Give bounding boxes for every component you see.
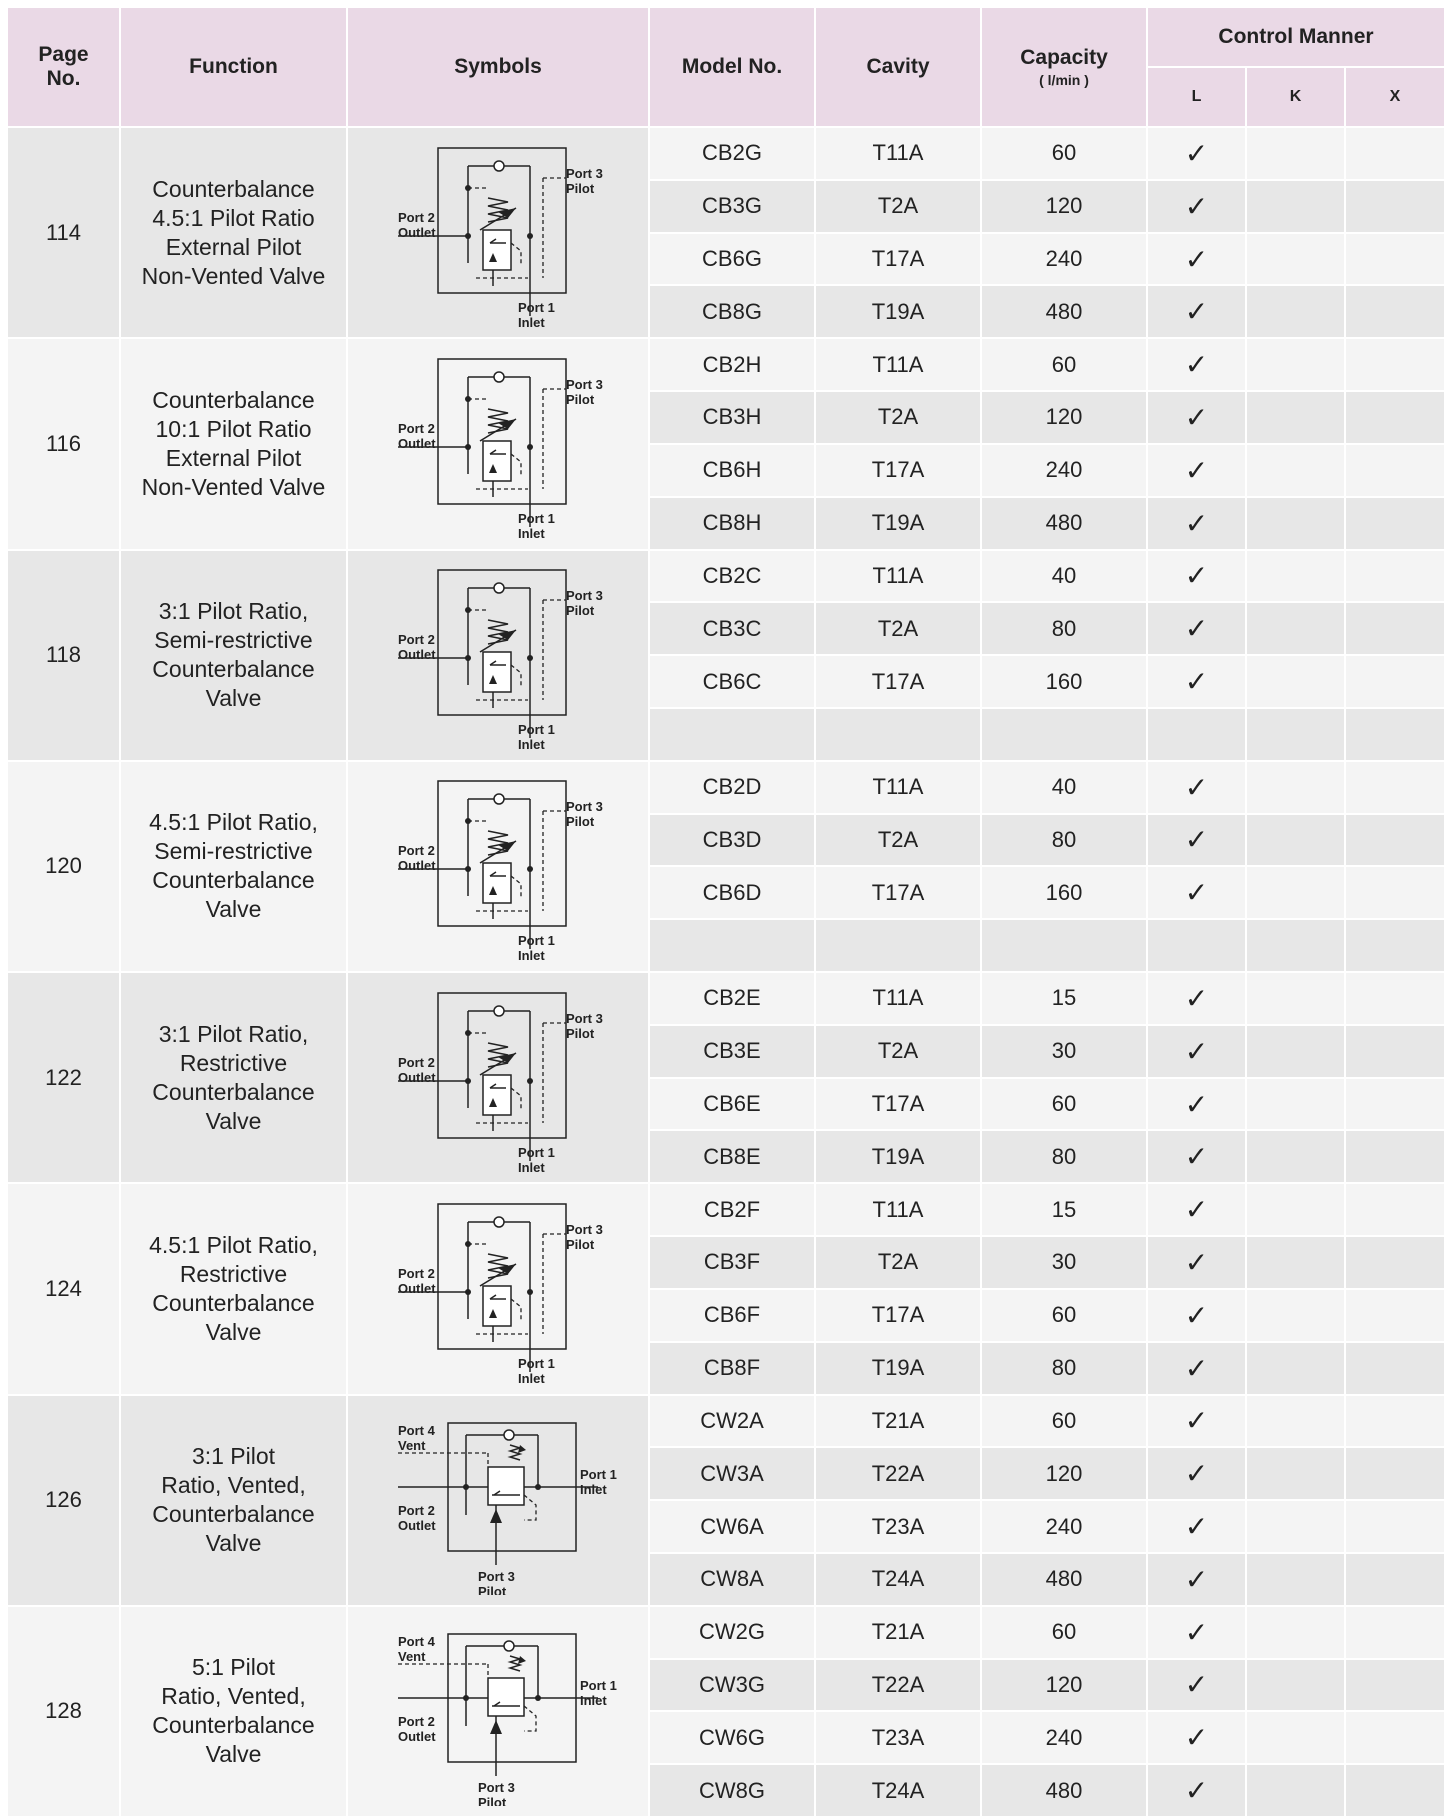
control-x-cell — [1345, 391, 1445, 444]
header-capacity-unit: ( l/min ) — [1039, 72, 1089, 88]
cavity-cell: T11A — [815, 1183, 981, 1236]
control-k-cell — [1246, 1447, 1345, 1500]
cavity-cell: T11A — [815, 550, 981, 603]
port-label: Port 2 Outlet — [398, 632, 436, 663]
port-label: Port 1 Inlet — [518, 1144, 555, 1173]
cavity-cell: T2A — [815, 1236, 981, 1289]
control-x-cell — [1345, 1025, 1445, 1078]
port-label: Port 2 Outlet — [398, 1714, 436, 1745]
control-l-cell — [1147, 708, 1246, 761]
table-row — [7, 1183, 1445, 1236]
control-k-cell — [1246, 814, 1345, 867]
capacity-cell: 120 — [981, 1447, 1147, 1500]
port-label: Port 2 Outlet — [398, 1265, 436, 1296]
control-l-cell: ✓ — [1147, 497, 1246, 550]
control-k-cell — [1246, 550, 1345, 603]
model-no-cell: CB3E — [649, 1025, 815, 1078]
control-x-cell — [1345, 814, 1445, 867]
control-k-cell — [1246, 1711, 1345, 1764]
symbol-cell — [347, 972, 649, 1183]
function-cell: Counterbalance 10:1 Pilot Ratio External Pilot Non-Vented Valve — [120, 338, 347, 549]
port-label: Port 3 Pilot — [566, 376, 603, 407]
cavity-cell: T19A — [815, 1342, 981, 1395]
model-no-cell: CB6E — [649, 1078, 815, 1131]
control-x-cell — [1345, 127, 1445, 180]
cavity-cell: T22A — [815, 1447, 981, 1500]
control-l-cell: ✓ — [1147, 233, 1246, 286]
port-label: Port 3 Pilot — [478, 1569, 515, 1596]
model-no-cell: CB2F — [649, 1183, 815, 1236]
control-l-cell: ✓ — [1147, 1447, 1246, 1500]
cavity-cell: T24A — [815, 1764, 981, 1817]
cavity-cell: T11A — [815, 972, 981, 1025]
port-label: Port 3 Pilot — [566, 165, 603, 196]
symbol-cell — [347, 761, 649, 972]
control-k-cell — [1246, 1183, 1345, 1236]
control-k-cell — [1246, 866, 1345, 919]
model-no-cell: CB2C — [649, 550, 815, 603]
function-cell: 5:1 Pilot Ratio, Vented, Counterbalance Valve — [120, 1606, 347, 1817]
control-x-cell — [1345, 1342, 1445, 1395]
symbol-cell — [347, 550, 649, 761]
cavity-cell: T21A — [815, 1395, 981, 1448]
capacity-cell: 120 — [981, 391, 1147, 444]
control-k-cell — [1246, 1289, 1345, 1342]
control-k-cell — [1246, 1342, 1345, 1395]
control-l-cell: ✓ — [1147, 761, 1246, 814]
capacity-cell: 480 — [981, 1553, 1147, 1606]
control-l-cell: ✓ — [1147, 1342, 1246, 1395]
cavity-cell: T2A — [815, 814, 981, 867]
control-l-cell: ✓ — [1147, 1130, 1246, 1183]
control-x-cell — [1345, 972, 1445, 1025]
control-l-cell: ✓ — [1147, 602, 1246, 655]
model-no-cell: CW8G — [649, 1764, 815, 1817]
page-number-cell: 128 — [7, 1606, 120, 1817]
control-x-cell — [1345, 1078, 1445, 1131]
port-label: Port 1 Inlet — [518, 933, 555, 962]
cavity-cell: T19A — [815, 285, 981, 338]
counterbalance-valve-symbol-icon — [368, 983, 628, 1173]
model-no-cell: CB3G — [649, 180, 815, 233]
port-label: Port 4 Vent — [398, 1634, 435, 1665]
control-k-cell — [1246, 444, 1345, 497]
counterbalance-valve-symbol-icon — [368, 349, 628, 539]
cavity-cell: T17A — [815, 233, 981, 286]
control-l-cell: ✓ — [1147, 1395, 1246, 1448]
cavity-cell: T11A — [815, 127, 981, 180]
table-row — [7, 127, 1445, 180]
control-x-cell — [1345, 1289, 1445, 1342]
control-k-cell — [1246, 1764, 1345, 1817]
control-k-cell — [1246, 1395, 1345, 1448]
header-control-x: X — [1345, 67, 1445, 127]
table-row — [7, 761, 1445, 814]
header-symbols: Symbols — [347, 7, 649, 127]
control-k-cell — [1246, 233, 1345, 286]
control-k-cell — [1246, 1500, 1345, 1553]
control-k-cell — [1246, 338, 1345, 391]
control-l-cell: ✓ — [1147, 127, 1246, 180]
header-model-no: Model No. — [649, 7, 815, 127]
control-x-cell — [1345, 1183, 1445, 1236]
control-l-cell: ✓ — [1147, 814, 1246, 867]
port-label: Port 4 Vent — [398, 1423, 435, 1454]
control-l-cell: ✓ — [1147, 1659, 1246, 1712]
model-no-cell: CB8G — [649, 285, 815, 338]
control-l-cell: ✓ — [1147, 391, 1246, 444]
symbol-cell — [347, 127, 649, 338]
control-x-cell — [1345, 1764, 1445, 1817]
control-k-cell — [1246, 1078, 1345, 1131]
header-page-no — [7, 7, 120, 127]
capacity-cell: 80 — [981, 814, 1147, 867]
control-x-cell — [1345, 1395, 1445, 1448]
control-k-cell — [1246, 1025, 1345, 1078]
capacity-cell: 60 — [981, 1395, 1147, 1448]
table-body — [7, 127, 1445, 1817]
vented-counterbalance-valve-symbol-icon — [368, 1405, 628, 1595]
port-label: Port 3 Pilot — [566, 1010, 603, 1041]
control-k-cell — [1246, 127, 1345, 180]
capacity-cell: 30 — [981, 1025, 1147, 1078]
control-k-cell — [1246, 391, 1345, 444]
capacity-cell: 480 — [981, 285, 1147, 338]
capacity-cell: 480 — [981, 497, 1147, 550]
capacity-cell: 60 — [981, 1078, 1147, 1131]
capacity-cell: 240 — [981, 444, 1147, 497]
control-l-cell: ✓ — [1147, 1078, 1246, 1131]
control-k-cell — [1246, 1130, 1345, 1183]
capacity-cell — [981, 919, 1147, 972]
control-l-cell: ✓ — [1147, 655, 1246, 708]
control-l-cell: ✓ — [1147, 1500, 1246, 1553]
capacity-cell: 15 — [981, 972, 1147, 1025]
capacity-cell: 120 — [981, 180, 1147, 233]
port-label: Port 1 Inlet — [518, 1355, 555, 1384]
function-cell: 3:1 Pilot Ratio, Semi-restrictive Counterbalance Valve — [120, 550, 347, 761]
page-number-cell: 120 — [7, 761, 120, 972]
control-l-cell — [1147, 919, 1246, 972]
control-k-cell — [1246, 708, 1345, 761]
function-cell: Counterbalance 4.5:1 Pilot Ratio External Pilot Non-Vented Valve — [120, 127, 347, 338]
capacity-cell: 40 — [981, 550, 1147, 603]
port-label: Port 1 Inlet — [580, 1467, 617, 1498]
page-number-cell: 126 — [7, 1395, 120, 1606]
function-cell: 3:1 Pilot Ratio, Restrictive Counterbalance Valve — [120, 972, 347, 1183]
header-control-k: K — [1246, 67, 1345, 127]
model-no-cell: CB6D — [649, 866, 815, 919]
capacity-cell: 80 — [981, 1342, 1147, 1395]
control-x-cell — [1345, 1711, 1445, 1764]
cavity-cell: T24A — [815, 1553, 981, 1606]
model-no-cell: CB2G — [649, 127, 815, 180]
model-no-cell: CB6C — [649, 655, 815, 708]
control-l-cell: ✓ — [1147, 338, 1246, 391]
symbol-cell — [347, 1606, 649, 1817]
cavity-cell — [815, 919, 981, 972]
control-x-cell — [1345, 761, 1445, 814]
port-label: Port 2 Outlet — [398, 209, 436, 240]
capacity-cell: 120 — [981, 1659, 1147, 1712]
capacity-cell: 40 — [981, 761, 1147, 814]
cavity-cell: T17A — [815, 1289, 981, 1342]
cavity-cell: T19A — [815, 497, 981, 550]
model-no-cell: CW6A — [649, 1500, 815, 1553]
control-k-cell — [1246, 1606, 1345, 1659]
control-x-cell — [1345, 338, 1445, 391]
vented-counterbalance-valve-symbol-icon — [368, 1616, 628, 1806]
port-label: Port 1 Inlet — [518, 722, 555, 751]
cavity-cell: T17A — [815, 1078, 981, 1131]
control-x-cell — [1345, 1447, 1445, 1500]
control-l-cell: ✓ — [1147, 1183, 1246, 1236]
capacity-cell: 160 — [981, 866, 1147, 919]
port-label: Port 2 Outlet — [398, 843, 436, 874]
function-cell: 4.5:1 Pilot Ratio, Restrictive Counterbalance Valve — [120, 1183, 347, 1394]
valve-spec-table — [6, 6, 1446, 1818]
control-l-cell: ✓ — [1147, 1606, 1246, 1659]
control-l-cell: ✓ — [1147, 972, 1246, 1025]
model-no-cell: CB3F — [649, 1236, 815, 1289]
capacity-cell: 80 — [981, 602, 1147, 655]
cavity-cell: T23A — [815, 1500, 981, 1553]
cavity-cell: T11A — [815, 761, 981, 814]
model-no-cell: CB2H — [649, 338, 815, 391]
counterbalance-valve-symbol-icon — [368, 560, 628, 750]
port-label: Port 3 Pilot — [566, 588, 603, 619]
model-no-cell — [649, 919, 815, 972]
model-no-cell: CB3H — [649, 391, 815, 444]
control-x-cell — [1345, 550, 1445, 603]
control-x-cell — [1345, 1500, 1445, 1553]
port-label: Port 2 Outlet — [398, 420, 436, 451]
control-x-cell — [1345, 1659, 1445, 1712]
control-x-cell — [1345, 180, 1445, 233]
control-l-cell: ✓ — [1147, 1711, 1246, 1764]
symbol-cell — [347, 338, 649, 549]
cavity-cell — [815, 708, 981, 761]
control-k-cell — [1246, 1236, 1345, 1289]
control-x-cell — [1345, 1130, 1445, 1183]
cavity-cell: T17A — [815, 655, 981, 708]
model-no-cell: CB2E — [649, 972, 815, 1025]
port-label: Port 1 Inlet — [518, 510, 555, 539]
control-l-cell: ✓ — [1147, 1025, 1246, 1078]
cavity-cell: T23A — [815, 1711, 981, 1764]
cavity-cell: T11A — [815, 338, 981, 391]
control-k-cell — [1246, 972, 1345, 1025]
table-row — [7, 338, 1445, 391]
page-number-cell: 122 — [7, 972, 120, 1183]
capacity-cell: 160 — [981, 655, 1147, 708]
model-no-cell: CW2G — [649, 1606, 815, 1659]
table-header — [7, 7, 1445, 127]
capacity-cell: 80 — [981, 1130, 1147, 1183]
page-number-cell: 116 — [7, 338, 120, 549]
control-l-cell: ✓ — [1147, 285, 1246, 338]
control-x-cell — [1345, 708, 1445, 761]
header-control-manner: Control Manner — [1147, 7, 1445, 67]
port-label: Port 2 Outlet — [398, 1503, 436, 1534]
capacity-cell: 240 — [981, 1500, 1147, 1553]
header-control-l: L — [1147, 67, 1246, 127]
cavity-cell: T19A — [815, 1130, 981, 1183]
model-no-cell — [649, 708, 815, 761]
cavity-cell: T2A — [815, 1025, 981, 1078]
port-label: Port 1 Inlet — [580, 1678, 617, 1709]
control-l-cell: ✓ — [1147, 1289, 1246, 1342]
capacity-cell: 60 — [981, 1289, 1147, 1342]
control-l-cell: ✓ — [1147, 1764, 1246, 1817]
capacity-cell: 60 — [981, 127, 1147, 180]
model-no-cell: CB6F — [649, 1289, 815, 1342]
model-no-cell: CW6G — [649, 1711, 815, 1764]
model-no-cell: CW3G — [649, 1659, 815, 1712]
control-k-cell — [1246, 1553, 1345, 1606]
capacity-cell: 480 — [981, 1764, 1147, 1817]
cavity-cell: T2A — [815, 391, 981, 444]
table-row — [7, 1395, 1445, 1448]
capacity-cell: 15 — [981, 1183, 1147, 1236]
control-k-cell — [1246, 1659, 1345, 1712]
symbol-cell — [347, 1395, 649, 1606]
control-k-cell — [1246, 180, 1345, 233]
control-x-cell — [1345, 655, 1445, 708]
capacity-cell — [981, 708, 1147, 761]
control-x-cell — [1345, 919, 1445, 972]
function-cell: 4.5:1 Pilot Ratio, Semi-restrictive Counterbalance Valve — [120, 761, 347, 972]
control-k-cell — [1246, 602, 1345, 655]
model-no-cell: CW2A — [649, 1395, 815, 1448]
capacity-cell: 60 — [981, 1606, 1147, 1659]
model-no-cell: CB2D — [649, 761, 815, 814]
model-no-cell: CB8E — [649, 1130, 815, 1183]
control-l-cell: ✓ — [1147, 1236, 1246, 1289]
page-number-cell: 118 — [7, 550, 120, 761]
table-row — [7, 550, 1445, 603]
header-capacity-label: Capacity — [1020, 46, 1108, 69]
model-no-cell: CB3C — [649, 602, 815, 655]
control-l-cell: ✓ — [1147, 1553, 1246, 1606]
control-x-cell — [1345, 866, 1445, 919]
header-function: Function — [120, 7, 347, 127]
control-k-cell — [1246, 285, 1345, 338]
page-number-cell: 114 — [7, 127, 120, 338]
control-l-cell: ✓ — [1147, 444, 1246, 497]
control-l-cell: ✓ — [1147, 866, 1246, 919]
control-x-cell — [1345, 1553, 1445, 1606]
model-no-cell: CW8A — [649, 1553, 815, 1606]
control-k-cell — [1246, 919, 1345, 972]
port-label: Port 1 Inlet — [518, 299, 555, 328]
capacity-cell: 240 — [981, 1711, 1147, 1764]
control-x-cell — [1345, 444, 1445, 497]
model-no-cell: CB8F — [649, 1342, 815, 1395]
counterbalance-valve-symbol-icon — [368, 771, 628, 961]
control-k-cell — [1246, 761, 1345, 814]
port-label: Port 3 Pilot — [566, 799, 603, 830]
control-x-cell — [1345, 602, 1445, 655]
model-no-cell: CB6G — [649, 233, 815, 286]
capacity-cell: 30 — [981, 1236, 1147, 1289]
control-x-cell — [1345, 497, 1445, 550]
counterbalance-valve-symbol-icon — [368, 1194, 628, 1384]
capacity-cell: 60 — [981, 338, 1147, 391]
port-label: Port 2 Outlet — [398, 1054, 436, 1085]
port-label: Port 3 Pilot — [566, 1221, 603, 1252]
cavity-cell: T21A — [815, 1606, 981, 1659]
cavity-cell: T2A — [815, 180, 981, 233]
counterbalance-valve-symbol-icon — [368, 138, 628, 328]
control-k-cell — [1246, 497, 1345, 550]
control-x-cell — [1345, 1606, 1445, 1659]
model-no-cell: CB8H — [649, 497, 815, 550]
cavity-cell: T22A — [815, 1659, 981, 1712]
control-k-cell — [1246, 655, 1345, 708]
cavity-cell: T17A — [815, 444, 981, 497]
capacity-cell: 240 — [981, 233, 1147, 286]
header-cavity: Cavity — [815, 7, 981, 127]
function-cell: 3:1 Pilot Ratio, Vented, Counterbalance Valve — [120, 1395, 347, 1606]
page-number-cell: 124 — [7, 1183, 120, 1394]
model-no-cell: CB3D — [649, 814, 815, 867]
control-x-cell — [1345, 285, 1445, 338]
symbol-cell — [347, 1183, 649, 1394]
control-l-cell: ✓ — [1147, 180, 1246, 233]
header-capacity — [981, 7, 1147, 127]
model-no-cell: CW3A — [649, 1447, 815, 1500]
control-x-cell — [1345, 233, 1445, 286]
control-x-cell — [1345, 1236, 1445, 1289]
header-page-no-text: Page No. — [38, 43, 89, 90]
table-row — [7, 1606, 1445, 1659]
table-row — [7, 972, 1445, 1025]
control-l-cell: ✓ — [1147, 550, 1246, 603]
cavity-cell: T2A — [815, 602, 981, 655]
model-no-cell: CB6H — [649, 444, 815, 497]
port-label: Port 3 Pilot — [478, 1780, 515, 1807]
cavity-cell: T17A — [815, 866, 981, 919]
